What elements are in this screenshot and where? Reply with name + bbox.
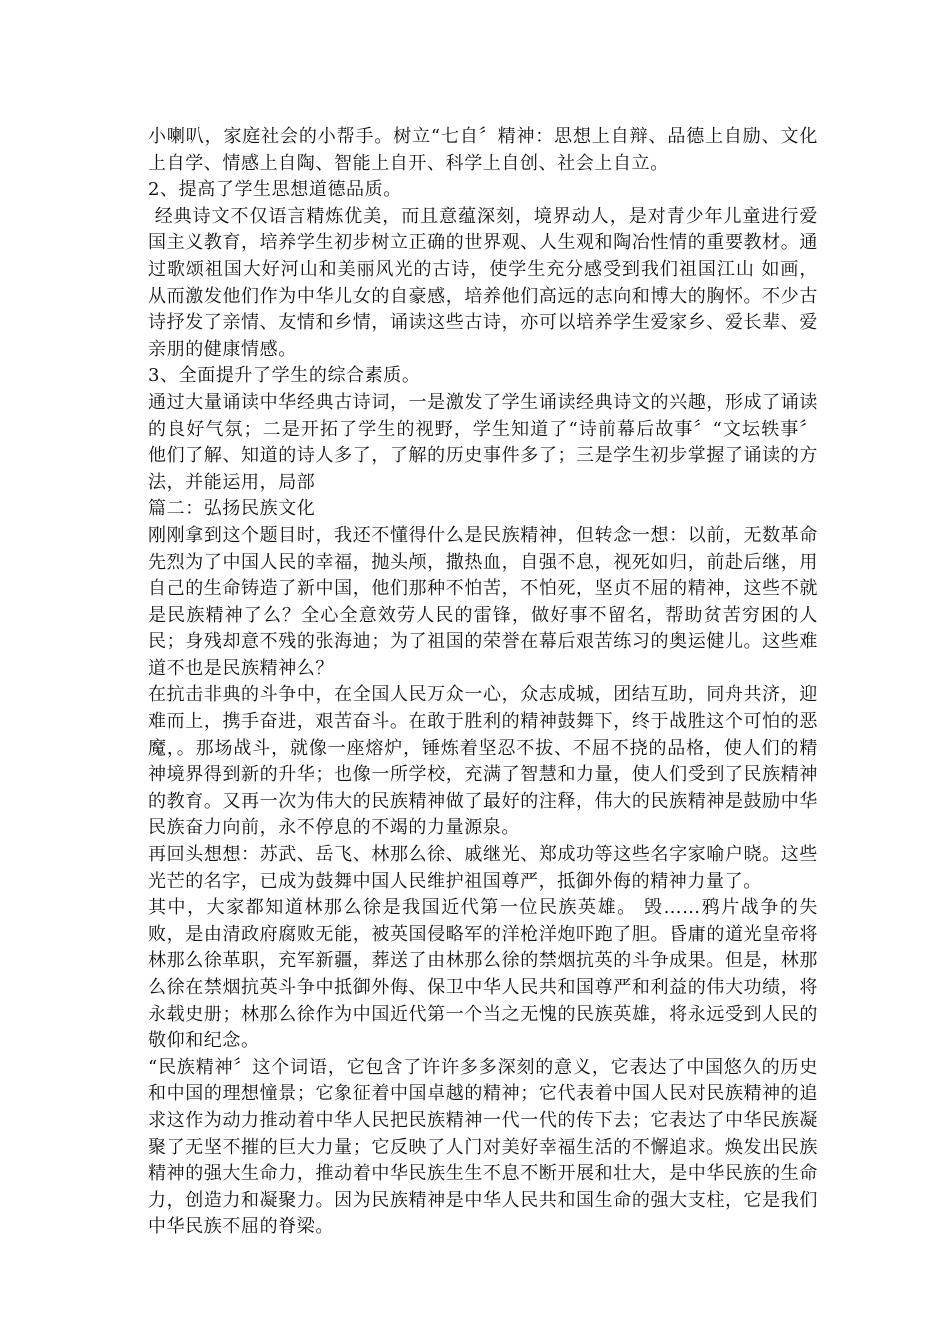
paragraph-7: 刚刚拿到这个题目时，我还不懂得什么是民族精神，但转念一想：以前，无数革命先烈为了中国人民的幸福，抛头颅，撒热血，自强不息，视死如归，前赴后继，用自己的生命铸造了新中国，他们那种不怕苦，不怕死，坚贞不屈的精神，这些不就是民族精神了么？全心全意效劳人民的雷锋，做好事不留名，帮助贫苦穷困的人民；身残却意不残的张海迪；为了祖国的荣誉在幕后艰苦练习的奥运健儿。这些难道不也是民族精神么？: [148, 524, 818, 679]
paragraph-1: 小喇叭，家庭社会的小帮手。树立“七自〞精神：思想上自辩、品德上自励、文化上自学、情感上自陶、智能上自开、科学上自创、社会上自立。: [148, 126, 818, 174]
paragraph-3: 经典诗文不仅语言精炼优美，而且意蕴深刻，境界动人，是对青少年儿童进行爱国主义教育，培养学生初步树立正确的世界观、人生观和陶冶性情的重要教材。通过歌颂祖国大好河山和美丽风光的古诗，使学生充分感受到我们祖国江山 如画，从而激发他们作为中华儿女的自豪感，培养他们高远的志向和博大的胸怀。不少古诗抒发了亲情、友情和乡情，诵读这些古诗，亦可以培养学生爱家乡、爱长辈、爱亲朋的健康情感。: [148, 205, 818, 360]
paragraph-4-heading: 3、全面提升了学生的综合素质。: [148, 365, 421, 387]
paragraph-9: 再回头想想：苏武、岳飞、林那么徐、戚继光、郑成功等这些名字家喻户晓。这些光芒的名字，已成为鼓舞中国人民维护祖国尊严，抵御外侮的精神力量了。: [148, 844, 818, 892]
section-title: 篇二：弘扬民族文化: [148, 498, 316, 520]
document-body: [148, 124, 818, 1241]
paragraph-2-heading: 2、提高了学生思想道德品质。: [148, 179, 402, 201]
paragraph-5: 通过大量诵读中华经典古诗词，一是激发了学生诵读经典诗文的兴趣，形成了诵读的良好气氛；二是开拓了学生的视野，学生知道了“诗前幕后故事〞“文坛轶事〞他们了解、知道的诗人多了，了解的历史事件多了；三是学生初步掌握了诵读的方法，并能运用，局部: [148, 391, 818, 493]
paragraph-10: 其中，大家都知道林那么徐是我国近代第一位民族英雄。 毁……鸦片战争的失败，是由清政府腐败无能，被英国侵略军的洋枪洋炮吓跑了胆。昏庸的道光皇帝将林那么徐革职，充军新疆，葬送了由林那么徐的禁烟抗英的斗争成果。但是，林那么徐在禁烟抗英斗争中抵御外侮、保卫中华人民共和国尊严和利益的伟大功绩，将永载史册；林那么徐作为中国近代第一个当之无愧的民族英雄，将永远受到人民的敬仰和纪念。: [148, 897, 818, 1052]
paragraph-11: “民族精神〞这个词语，它包含了许许多多深刻的意义，它表达了中国悠久的历史和中国的理想憧景；它象征着中国卓越的精神；它代表着中国人民对民族精神的追求这作为动力推动着中华人民把民族精神一代一代的传下去；它表达了中华民族凝聚了无坚不摧的巨大力量；它反映了人门对美好幸福生活的不懈追求。焕发出民族精神的强大生命力，推动着中华民族生生不息不断开展和壮大，是中华民族的生命力，创造力和凝聚力。因为民族精神是中华人民共和国生命的强大支柱，它是我们中华民族不屈的脊梁。: [148, 1056, 818, 1238]
paragraph-8: 在抗击非典的斗争中，在全国人民万众一心，众志成城，团结互助，同舟共济，迎难而上，携手奋进，艰苦奋斗。在敢于胜利的精神鼓舞下，终于战胜这个可怕的恶魔，。那场战斗，就像一座熔炉，锤炼着坚忍不拔、不屈不挠的品格，使人们的精神境界得到新的升华；也像一所学校，充满了智慧和力量，使人们受到了民族精神的教育。又再一次为伟大的民族精神做了最好的注释，伟大的民族精神是鼓励中华民族奋力向前，永不停息的不竭的力量源泉。: [148, 684, 818, 839]
